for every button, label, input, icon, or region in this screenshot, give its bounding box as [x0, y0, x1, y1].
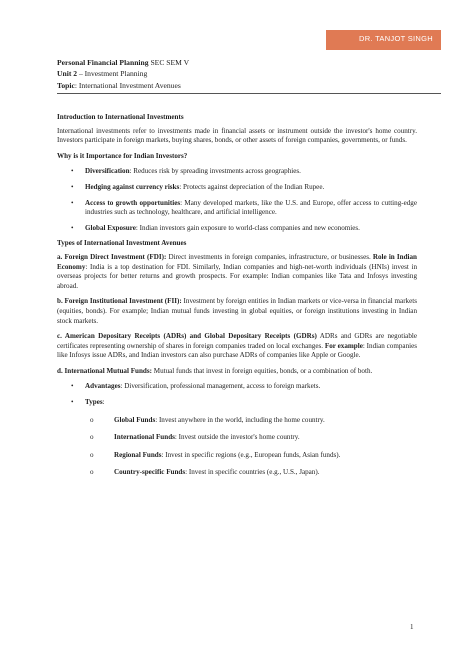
author-name: DR. TANJOT SINGH: [359, 34, 433, 43]
adr-example-label: For example: [324, 341, 363, 350]
adr-title: c. American Depositary Receipts (ADRs) and Global Depositary Receipts (GDRs): [57, 332, 317, 341]
item-term: Global Exposure: [85, 223, 136, 232]
item-term: Country-specific Funds: [114, 468, 186, 477]
imf-list: [57, 382, 417, 407]
course-label: Personal Financial Planning: [57, 58, 149, 67]
circle-bullet-icon: o: [90, 433, 94, 442]
fii-title: b. Foreign Institutional Investment (FII):: [57, 297, 182, 306]
list-item: [57, 433, 417, 443]
imf-paragraph: [57, 367, 417, 377]
adr-example-text: : Indian companies like Infosys issue ADRs, and Indian investors can also purchase ADRs of companies like Apple or Google.: [57, 341, 417, 360]
item-text: : Indian investors gain exposure to world-class companies and new economies.: [135, 223, 360, 232]
bullet-icon: •: [71, 167, 74, 176]
bullet-icon: •: [71, 182, 74, 191]
list-item: [57, 451, 417, 461]
imf-title: d. International Mutual Funds:: [57, 366, 152, 375]
unit-label: Unit 2: [57, 69, 78, 79]
bullet-icon: •: [71, 223, 74, 232]
item-text: : Diversification, professional management, access to foreign markets.: [120, 382, 321, 391]
unit-line: [57, 68, 441, 79]
types-heading: Types of International Investment Avenues: [57, 239, 187, 248]
item-term: Hedging against currency risks: [85, 182, 180, 191]
item-text: :: [102, 398, 105, 407]
fdi-paragraph: [57, 253, 417, 291]
fdi-role-text: : India is a top destination for FDI. Similarly, Indian companies and high-net-worth individuals (HNIs) invest in overseas projects for better returns and growth prospects. For example: Indian companies like Tata and Infosys investing abroad.: [57, 262, 417, 290]
topic-title: : International Investment Avenues: [74, 80, 181, 90]
item-text: : Invest in specific countries (e.g., U.S., Japan).: [185, 468, 320, 477]
item-term: Access to growth opportunities: [85, 198, 181, 207]
fdi-text: Direct investments in foreign companies, infrastructure, or businesses.: [166, 252, 373, 261]
item-term: Diversification: [85, 167, 130, 176]
list-item: [57, 167, 417, 177]
fdi-title: a. Foreign Direct Investment (FDI):: [57, 252, 167, 261]
item-term: Types: [85, 398, 103, 407]
item-term: Regional Funds: [114, 450, 162, 459]
bullet-icon: •: [71, 398, 74, 407]
item-term: Global Funds: [114, 415, 156, 424]
header-divider: [57, 93, 441, 94]
fii-paragraph: [57, 297, 417, 326]
intro-paragraph: International investments refer to investments made in financial assets or instrument outside the investor's home country. Investors participate in foreign markets, buying shares, bonds, or other assets of foreign companies, governments, or funds.: [57, 126, 417, 145]
list-item: [57, 199, 417, 218]
fund-types-list: [57, 416, 417, 478]
imf-text: Mutual funds that invest in foreign equities, bonds, or a combination of both.: [152, 366, 373, 375]
course-sem: SEC SEM V: [148, 58, 190, 67]
circle-bullet-icon: o: [90, 468, 94, 477]
document-body: [57, 113, 417, 478]
document-meta: [57, 57, 441, 91]
circle-bullet-icon: o: [90, 450, 94, 459]
circle-bullet-icon: o: [90, 415, 94, 424]
item-term: Advantages: [85, 382, 121, 391]
header-banner: [326, 30, 441, 50]
course-line: [57, 57, 441, 68]
why-list: [57, 167, 417, 233]
item-text: : Protects against depreciation of the Indian Rupee.: [179, 182, 325, 191]
list-item: [57, 416, 417, 426]
why-heading: Why is it Importance for Indian Investors?: [57, 151, 188, 160]
list-item: [57, 224, 417, 234]
item-text: : Invest outside the investor's home country.: [174, 433, 300, 442]
fdi-role-label: Role in Indian Economy: [57, 252, 417, 271]
item-text: : Many developed markets, like the U.S. and Europe, offer access to cutting-edge industries such as technology, healthcare, and artificial intelligence.: [85, 198, 418, 217]
adr-paragraph: [57, 332, 417, 361]
list-item: [57, 398, 417, 408]
topic-line: [57, 80, 441, 91]
item-text: : Invest in specific regions (e.g., European funds, Asian funds).: [161, 450, 341, 459]
bullet-icon: •: [71, 382, 74, 391]
item-text: : Reduces risk by spreading investments across geographies.: [129, 167, 301, 176]
intro-heading: Introduction to International Investments: [57, 113, 184, 121]
list-item: [57, 183, 417, 193]
fii-text: Investment by foreign entities in Indian markets or vice-versa in financial markets (equities, bonds). For example; Indian mutual funds investing in global equities, or foreign institutions investing in Indian stock markets.: [57, 297, 417, 325]
unit-title: – Investment Planning: [77, 69, 148, 79]
list-item: [57, 468, 417, 478]
page-number: 1: [410, 623, 414, 631]
list-item: [57, 382, 417, 392]
item-text: : Invest anywhere in the world, including the home country.: [155, 415, 325, 424]
bullet-icon: •: [71, 198, 74, 207]
topic-label: Topic: [57, 80, 75, 90]
adr-text: ADRs and GDRs are negotiable certificates representing ownership of shares in foreign companies traded on local exchanges.: [57, 332, 417, 350]
item-term: International Funds: [114, 433, 175, 442]
